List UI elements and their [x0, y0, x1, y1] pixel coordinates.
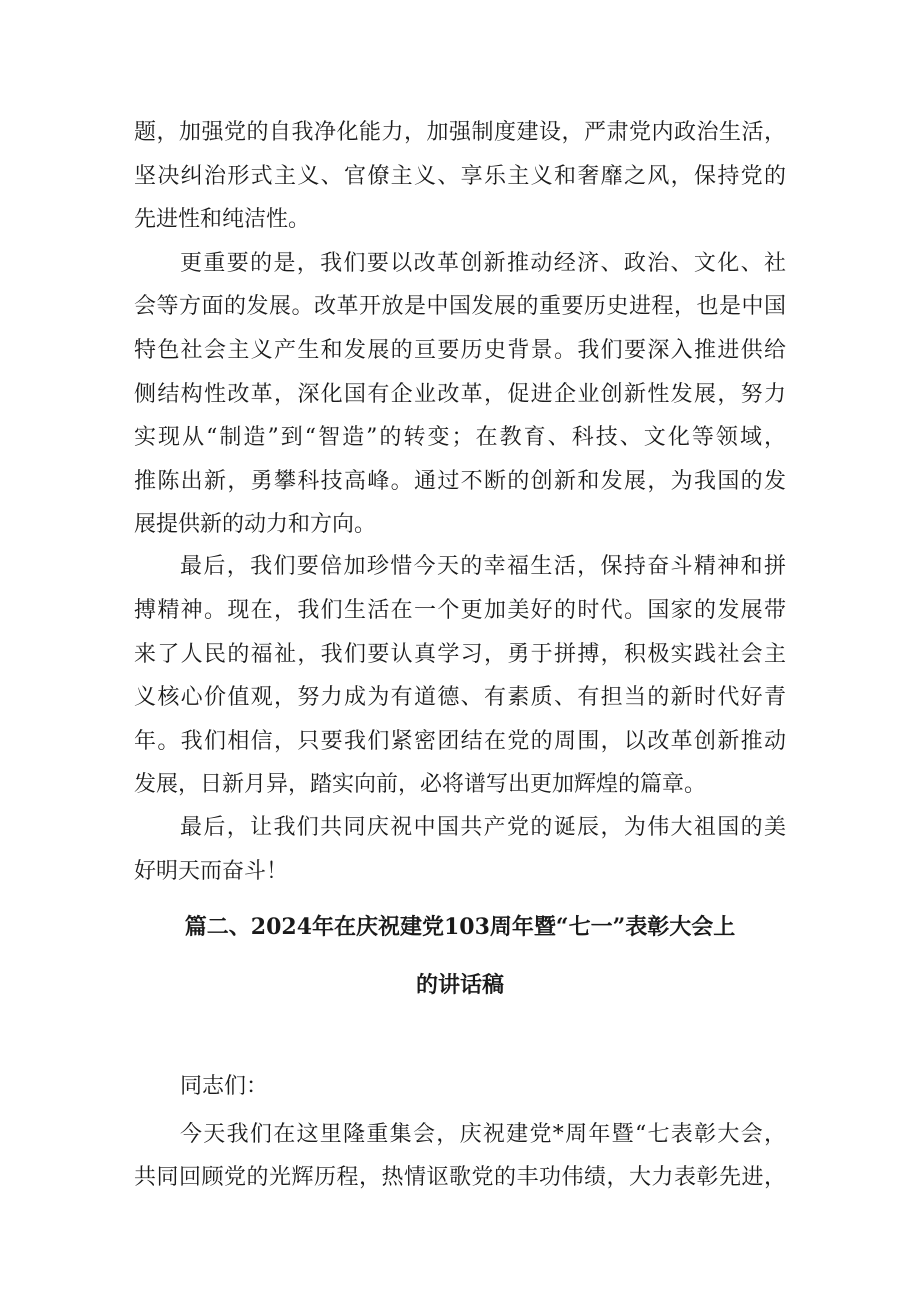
body-text-line: 来了人民的福祉，我们要认真学习，勇于拼搏，积极实践社会主: [134, 642, 786, 667]
body-text-line: 先进性和纯洁性。: [134, 207, 311, 232]
body-text-line: 搏精神。现在，我们生活在一个更加美好的时代。国家的发展带: [134, 598, 786, 623]
paragraph-first-line: 最后，让我们共同庆祝中国共产党的诞辰，为伟大祖国的美: [180, 815, 786, 840]
body-text-line: 会等方面的发展。改革开放是中国发展的重要历史进程，也是中国: [134, 294, 786, 319]
body-text-line: 侧结构性改革，深化国有企业改革，促进企业创新性发展，努力: [134, 382, 786, 407]
body-text-line: 义核心价值观，努力成为有道德、有素质、有担当的新时代好青: [134, 685, 786, 710]
body-text-line: 坚决纠治形式主义、官僚主义、享乐主义和奢靡之风，保持党的: [134, 164, 786, 189]
body-text-line: 题，加强党的自我净化能力，加强制度建设，严肃党内政治生活，: [134, 120, 786, 145]
section-title-continuation: 的讲话稿: [415, 972, 504, 998]
body-text-line: 推陈出新，勇攀科技高峰。通过不断的创新和发展，为我国的发: [134, 469, 786, 494]
body-text-line: 发展，日新月异，踏实向前，必将谱写出更加辉煌的篇章。: [134, 772, 707, 797]
paragraph-first-line: 最后，我们要倍加珍惜今天的幸福生活，保持奋斗精神和拼: [180, 554, 786, 579]
body-text-line: 年。我们相信，只要我们紧密团结在党的周围，以改革创新推动: [134, 729, 786, 754]
body-text-line: 好明天而奋斗！: [134, 859, 289, 884]
body-text-line: 特色社会主义产生和发展的亘要历史背景。我们要深入推进供给: [134, 338, 786, 363]
paragraph-first-line: 更重要的是，我们要以改革创新推动经济、政治、文化、社: [180, 251, 786, 276]
body-text-line: 实现从“制造”到“智造”的转变；在教育、科技、文化等领域，: [134, 425, 786, 450]
body-text-line: 展提供新的动力和方向。: [134, 512, 377, 537]
body-text-line: 共同回顾党的光辉历程，热情讴歌党的丰功伟绩，大力表彰先进，: [134, 1165, 786, 1190]
section-title: 篇二、2024年在庆祝建党103周年暨“七一”表彰大会上: [184, 914, 736, 940]
salutation: 同志们：: [180, 1074, 269, 1099]
paragraph-first-line: 今天我们在这里隆重集会，庆祝建党*周年暨“七表彰大会，: [180, 1122, 786, 1147]
